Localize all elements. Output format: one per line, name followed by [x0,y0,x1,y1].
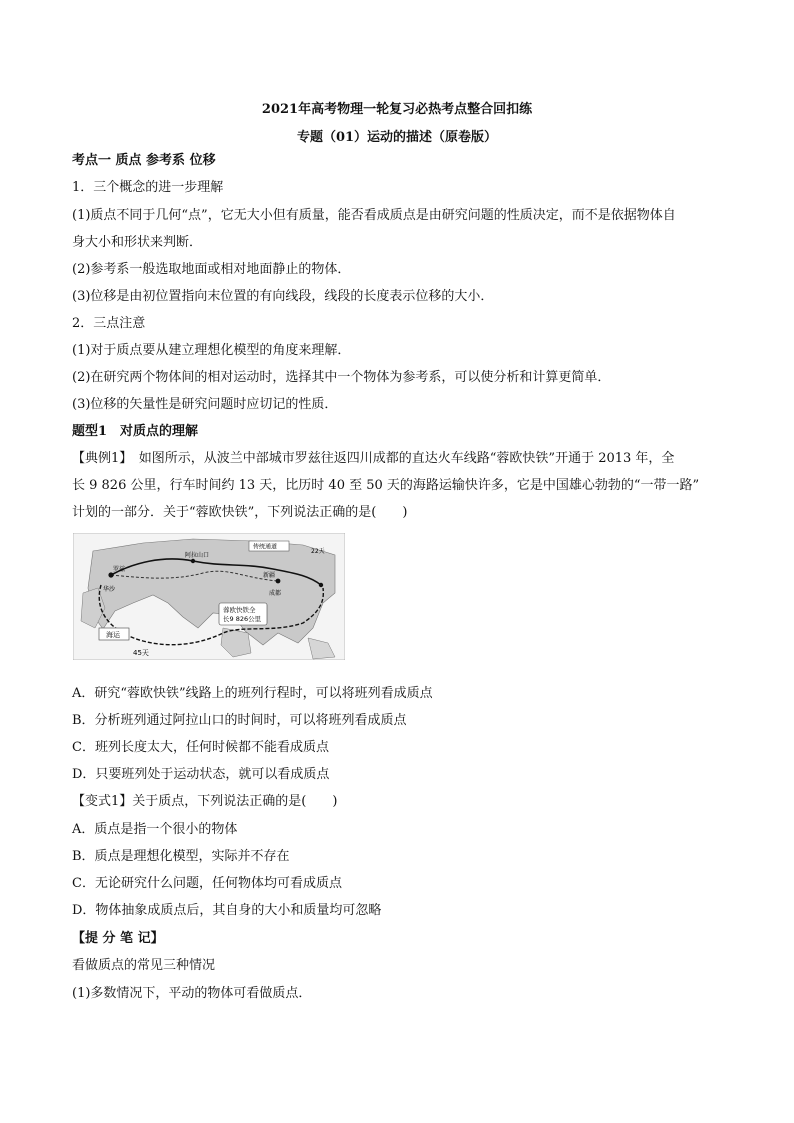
item1-line3: (2)参考系一般选取地面或相对地面静止的物体． [72,262,351,277]
map-label-22-days: 22天 [311,548,325,555]
variant-option-c: C．无论研究什么问题，任何物体均可看成质点 [72,876,342,891]
variant-question: 【变式1】关于质点，下列说法正确的是( ) [72,794,338,809]
item2-line3: (3)位移的矢量性是研究问题时应切记的性质． [72,397,338,412]
variant-option-a: A．质点是指一个很小的物体 [72,822,238,837]
map-label-warsaw: 华沙 [103,586,116,593]
document-title: 2021年高考物理一轮复习必热考点整合回扣练 [261,102,533,117]
item1-line2: 身大小和形状来判断． [72,235,203,250]
topic-heading: 题型1 对质点的理解 [72,424,199,439]
item1-line1: (1)质点不同于几何“点”，它无大小但有质量，能否看成质点是由研究问题的性质决定，而不是依据物体自 [72,208,676,223]
map-label-rail-l2: 长9 826公里 [223,615,262,623]
route-map-figure [73,533,345,660]
notes-line2: (1)多数情况下，平动的物体可看做质点． [72,986,312,1001]
map-label-rail-l1: 蓉欧快铁全 [223,606,256,614]
section-heading: 考点一 质点 参考系 位移 [72,153,216,168]
example-line2: 长 9 826 公里，行车时间约 13 天，比历时 40 至 50 天的海路运输快许多，它是中国雄心勃勃的“一带一路” [72,478,700,493]
option-c: C．班列长度太大，任何时候都不能看成质点 [72,740,329,755]
variant-option-b: B．质点是理想化模型，实际并不存在 [72,849,290,864]
map-label-alashankou: 阿拉山口 [185,552,210,559]
map-label-traditional: 传统通道 [253,543,278,551]
item1-heading: 1．三个概念的进一步理解 [72,180,224,195]
item2-line1: (1)对于质点要从建立理想化模型的角度来理解． [72,343,351,358]
item2-line2: (2)在研究两个物体间的相对运动时，选择其中一个物体为参考系，可以使分析和计算更简单． [72,370,611,385]
notes-line1: 看做质点的常见三种情况 [72,958,216,973]
map-label-chengdu: 成都 [269,590,282,597]
map-label-45-days: 45天 [133,649,149,657]
map-label-sea: 海运 [106,631,120,639]
option-a: A．研究“蓉欧快铁”线路上的班列行程时，可以将班列看成质点 [72,686,433,701]
example-line3: 计划的一部分．关于“蓉欧快铁”，下列说法正确的是( ) [72,505,408,520]
example-line1: 【典例1】 如图所示，从波兰中部城市罗兹往返四川成都的直达火车线路“蓉欧快铁”开通于 2013 年，全 [72,451,675,466]
document-subtitle: 专题（01）运动的描述（原卷版） [296,130,498,145]
item2-heading: 2．三点注意 [72,316,146,331]
option-d: D．只要班列处于运动状态，就可以看成质点 [72,767,330,782]
variant-option-d: D．物体抽象成质点后，其自身的大小和质量均可忽略 [72,903,382,918]
map-label-lodz: 罗兹 [113,566,126,573]
item1-line4: (3)位移是由初位置指向末位置的有向线段，线段的长度表示位移的大小． [72,289,494,304]
option-b: B．分析班列通过阿拉山口的时间时，可以将班列看成质点 [72,713,407,728]
map-label-region: 新疆 [263,572,276,579]
notes-heading: 【提 分 笔 记】 [72,931,164,946]
